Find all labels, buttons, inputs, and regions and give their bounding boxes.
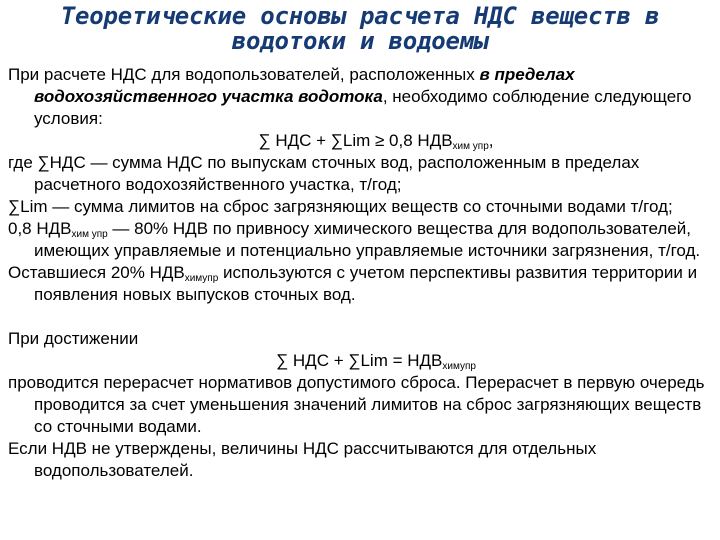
on-reaching-text: При достижении — [8, 329, 139, 348]
slide-title-line-1: Теоретические основы расчета НДС веществ в — [60, 2, 660, 30]
definition-ndv-080-main: 0,8 НДВ — [8, 219, 72, 238]
formula-condition-subscript: хим упр — [452, 141, 489, 152]
formula-condition-tail: , — [488, 131, 494, 150]
definition-ndv-080-subscript: хим упр — [71, 229, 108, 240]
recalculation-paragraph: проводится перерасчет нормативов допустимого сброса. Перерасчет в первую очередь проводится за счет уменьшения значений лимитов на сброс загрязняющих веществ со сточными водами. — [8, 373, 705, 436]
slide-title — [0, 4, 720, 54]
intro-paragraph — [8, 64, 714, 130]
definition-ndv-080-rest: — 80% НДВ по привносу химического вещества для водопользователей, имеющих управляемые и потенциально управляемые источники загрязнения, т/год. — [34, 219, 701, 260]
remaining-20-paragraph — [8, 262, 714, 306]
intro-text-b: , необходимо соблюдение следующего условия: — [34, 87, 692, 128]
formula-equality-main: ∑ НДС + ∑Lim = НДВ — [276, 351, 443, 370]
definition-sum-nds: где ∑НДС — сумма НДС по выпускам сточных вод, расположенным в пределах расчетного водохозяйственного участка, т/год; — [8, 153, 640, 194]
formula-equality-subscript: химупр — [442, 361, 476, 372]
formula-condition-main: ∑ НДС + ∑Lim ≥ 0,8 НДВ — [258, 131, 453, 150]
formula-equality — [8, 350, 714, 372]
intro-emphasis: в пределах водохозяйственного участка водотока — [34, 65, 575, 106]
definition-ndv-080 — [8, 218, 714, 262]
slide-body — [8, 64, 714, 482]
definition-sum-lim: ∑Lim — сумма лимитов на сброс загрязняющих веществ со сточными водами т/год; — [8, 197, 673, 216]
remaining-rest: используются с учетом перспективы развития территории и появления новых выпусков сточных вод. — [34, 263, 698, 304]
formula-condition — [8, 130, 714, 152]
paragraph-gap — [8, 306, 714, 328]
last-paragraph: Если НДВ не утверждены, величины НДС рассчитываются для отдельных водопользователей. — [8, 439, 597, 480]
remaining-main: Оставшиеся 20% НДВ — [8, 263, 185, 282]
remaining-subscript: химупр — [184, 273, 219, 284]
intro-text-a: При расчете НДС для водопользователей, расположенных — [8, 65, 480, 84]
slide-title-line-2: водотоки и водоемы — [231, 27, 489, 55]
